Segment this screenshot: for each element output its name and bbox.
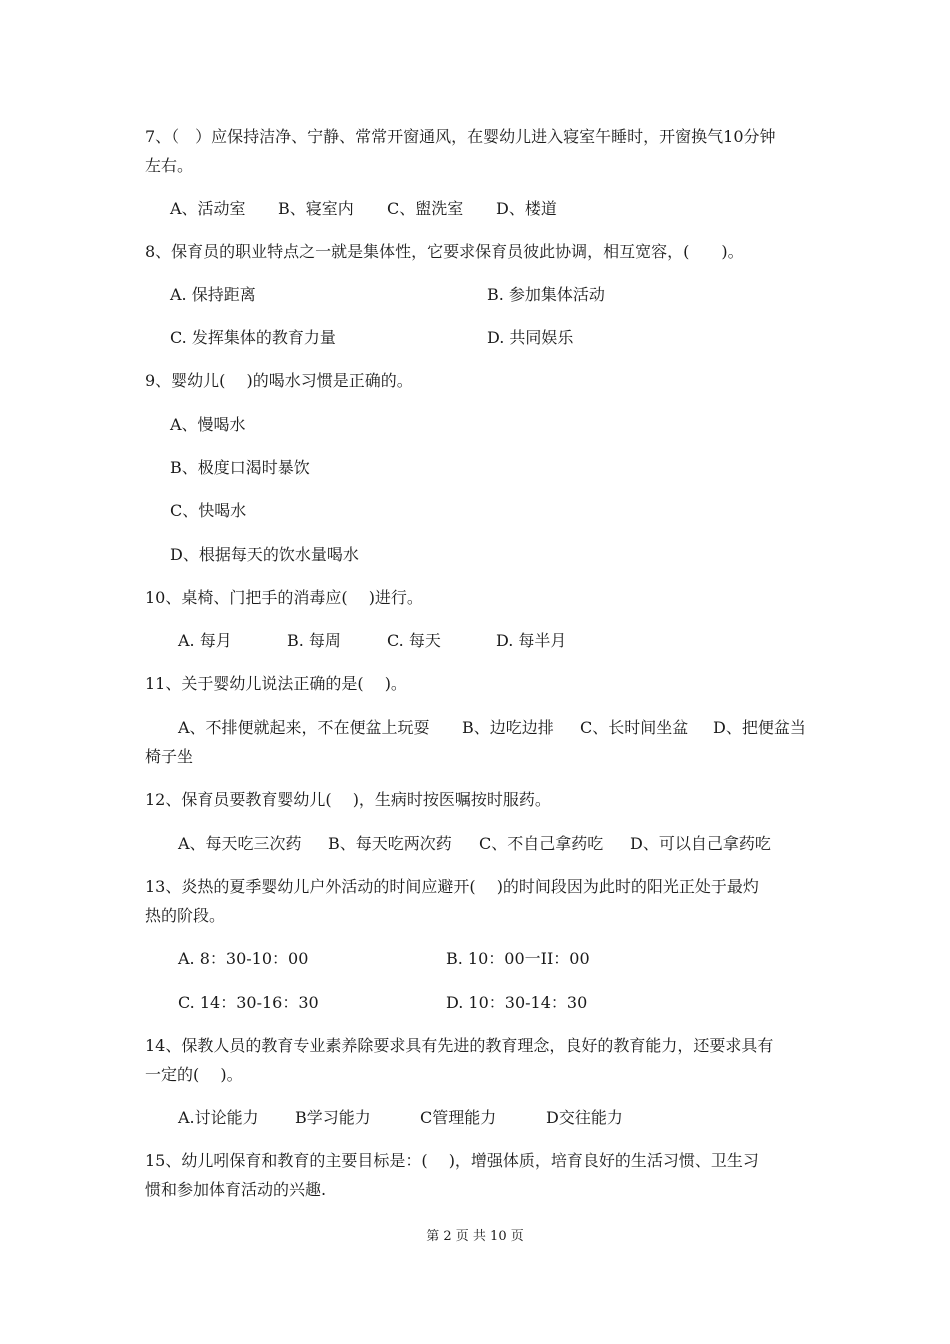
q10-option-d: D. 每半月 (496, 631, 567, 650)
question-15-text-cont: 惯和参加体育活动的兴趣. (145, 1180, 327, 1199)
page-number-footer: 第 2 页 共 10 页 (426, 1229, 524, 1244)
question-14-text-cont: 一定的( )。 (145, 1065, 243, 1084)
q10-option-b: B. 每周 (287, 631, 341, 650)
q13-option-b: B. 10：00一II：00 (446, 949, 590, 968)
question-9-text: 9、婴幼儿( )的喝水习惯是正确的。 (145, 371, 413, 390)
q12-option-d: D、可以自己拿药吃 (630, 834, 771, 853)
question-15-text: 15、幼儿吲保育和教育的主要目标是：( )，增强体质，培育良好的生活习惯、卫生习 (145, 1151, 759, 1170)
question-14-text: 14、保教人员的教育专业素养除要求具有先进的教育理念，良好的教育能力，还要求具有 (145, 1036, 774, 1055)
q8-option-a: A. 保持距离 (170, 285, 256, 304)
q11-option-d: D、把便盆当 (713, 718, 806, 737)
q10-option-c: C. 每天 (387, 631, 441, 650)
q14-option-b: B学习能力 (295, 1108, 371, 1127)
q8-option-c: C. 发挥集体的教育力量 (170, 328, 336, 347)
q11-option-c: C、长时间坐盆 (580, 718, 689, 737)
question-7-text-cont: 左右。 (145, 156, 194, 175)
q10-option-a: A. 每月 (178, 631, 232, 650)
q13-option-c: C. 14：30-16：30 (178, 993, 319, 1012)
q7-option-d: D、楼道 (496, 199, 557, 218)
q9-option-c: C、快喝水 (170, 501, 247, 520)
question-12-text: 12、保育员要教育婴幼儿( )，生病时按医嘱按时服药。 (145, 790, 551, 809)
q13-option-d: D. 10：30-14：30 (446, 993, 588, 1012)
question-13-text-cont: 热的阶段。 (145, 906, 226, 925)
q12-option-b: B、每天吃两次药 (328, 834, 452, 853)
q8-option-d: D. 共同娱乐 (487, 328, 574, 347)
q14-option-d: D交往能力 (546, 1108, 623, 1127)
question-11-text: 11、关于婴幼儿说法正确的是( )。 (145, 674, 407, 693)
q7-option-b: B、寝室内 (278, 199, 354, 218)
q14-option-a: A.讨论能力 (178, 1108, 259, 1127)
q9-option-b: B、极度口渴时暴饮 (170, 458, 310, 477)
q11-option-b: B、边吃边排 (462, 718, 554, 737)
q12-option-a: A、每天吃三次药 (178, 834, 302, 853)
q7-option-a: A、活动室 (170, 199, 246, 218)
q12-option-c: C、不自己拿药吃 (479, 834, 604, 853)
question-13-text: 13、炎热的夏季婴幼儿户外活动的时间应避开( )的时间段因为此时的阳光正处于最灼 (145, 877, 759, 896)
q9-option-a: A、慢喝水 (170, 415, 246, 434)
q11-option-d-cont: 椅子坐 (145, 747, 194, 766)
q14-option-c: C管理能力 (420, 1108, 497, 1127)
question-8-text: 8、保育员的职业特点之一就是集体性，它要求保育员彼此协调，相互宽容，( )。 (145, 242, 744, 261)
q11-option-a: A、不排便就起来，不在便盆上玩耍 (178, 718, 430, 737)
q9-option-d: D、根据每天的饮水量喝水 (170, 545, 359, 564)
question-10-text: 10、桌椅、门把手的消毒应( )进行。 (145, 588, 423, 607)
q13-option-a: A. 8：30-10：00 (178, 949, 309, 968)
question-7-text: 7、（ ）应保持洁净、宁静、常常开窗通风，在婴幼儿进入寝室午睡时，开窗换气10分钟 (145, 127, 776, 146)
q8-option-b: B. 参加集体活动 (487, 285, 605, 304)
q7-option-c: C、盥洗室 (387, 199, 464, 218)
